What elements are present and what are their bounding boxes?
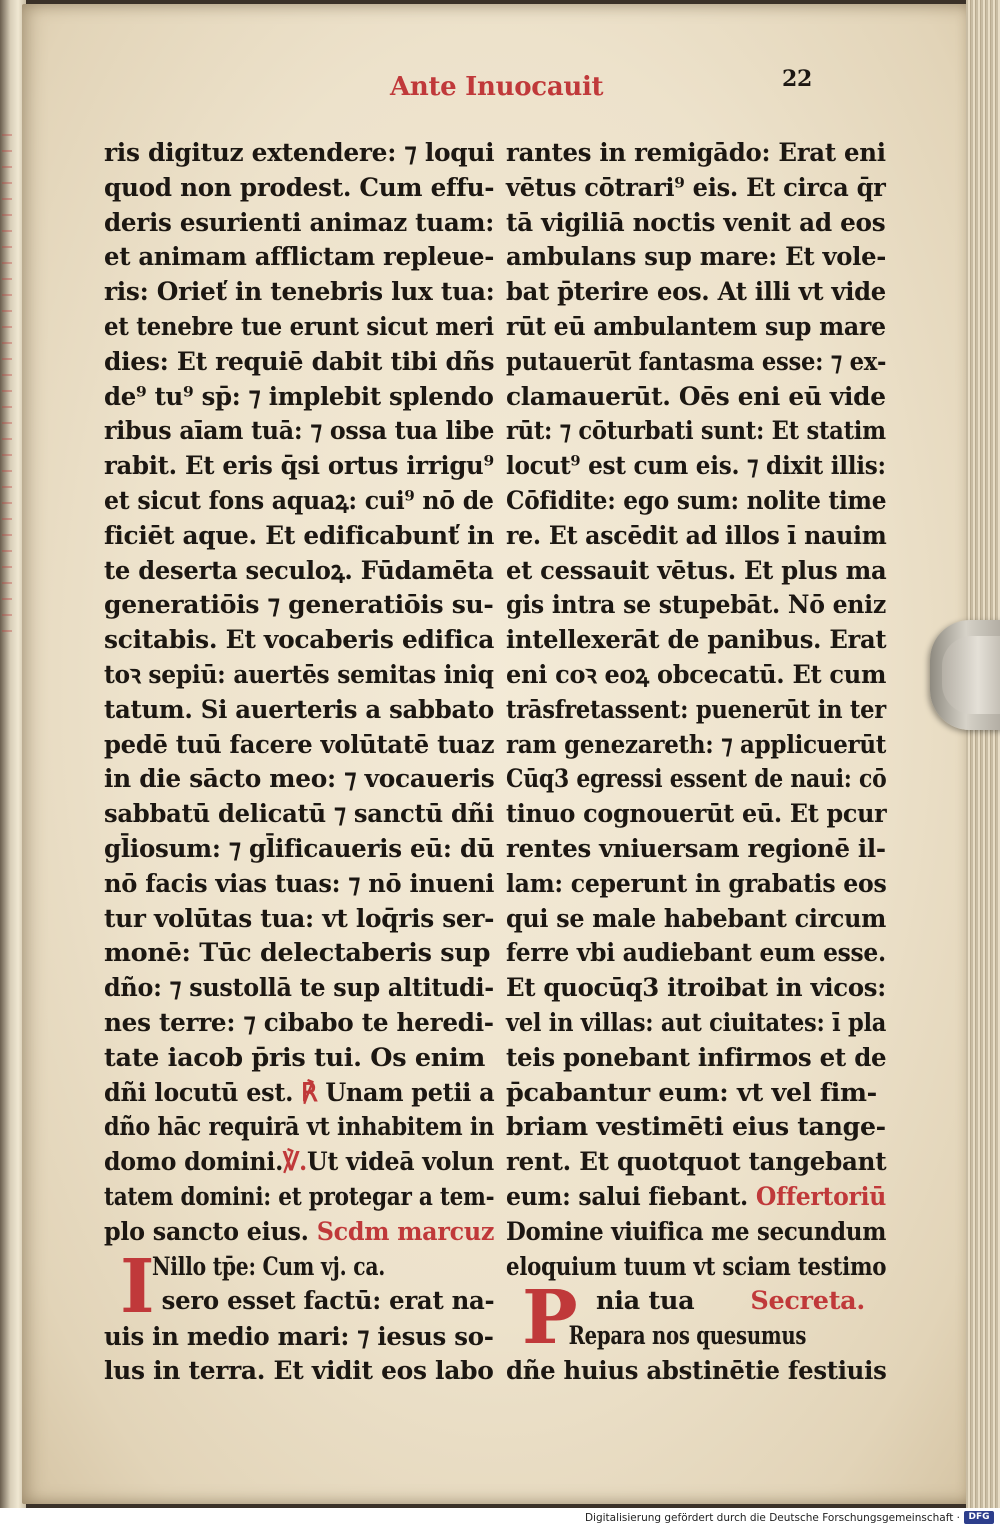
text-line: trāsfretassent: puenerūt in ter <box>506 694 886 725</box>
text-line: monē: Tūc delectaberis sup <box>104 938 491 969</box>
text-line: ris: Orieť in tenebris lux tua: <box>104 277 495 308</box>
verse-text: Ut videā volun <box>306 1147 494 1178</box>
left-column <box>104 136 494 1389</box>
text-line: et animam afflictam repleue‑ <box>104 242 495 273</box>
text-line: clamauerūt. Oēs eni eū vide <box>506 381 886 412</box>
text-fragment: eum: salui fiebant. <box>506 1181 748 1212</box>
text-line <box>104 1215 495 1250</box>
gospel-initial: I <box>120 1243 155 1330</box>
text-fragment: domo domini. <box>104 1147 284 1178</box>
offertory-rubric: Offertoriū <box>755 1181 887 1212</box>
text-line: tate iacob p̄ris tui. Os enim <box>104 1042 486 1073</box>
running-head: Ante Inuocauit <box>390 72 604 102</box>
text-line: tatem domini: et protegar a tem‑ <box>104 1181 495 1212</box>
text-line: locut⁹ est cum eis. ⁊ dixit illis: <box>506 451 886 482</box>
text-line: rūt: ⁊ cōturbati sunt: Et statim <box>506 416 886 447</box>
text-line: ram genezareth: ⁊ applicuerūt <box>506 729 887 760</box>
text-line: sabbatū delicatū ⁊ sanctū dñi <box>104 799 494 830</box>
text-line: et tenebre tue erunt sicut meri <box>104 311 494 342</box>
text-line: nō facis vias tuas: ⁊ nō inueni <box>104 868 495 899</box>
text-line: eni coꝛ eoꝝ obcecatū. Et cum <box>506 659 887 690</box>
text-line: deris esurienti animaz tuam: <box>104 207 495 238</box>
text-line: intellexerāt de panibus. Erat <box>506 625 887 656</box>
text-line: quod non prodest. Cum effu‑ <box>104 172 495 203</box>
text-line: tatum. Si auerteris a sabbato <box>104 694 495 725</box>
dfg-logo: DFG <box>964 1511 994 1524</box>
text-line: putauerūt fantasma esse: ⁊ ex‑ <box>506 346 887 377</box>
text-line: Nillo tp̄e: Cum vj. ca. <box>151 1251 386 1282</box>
secreta-rubric: Secreta. <box>750 1286 865 1317</box>
text-line: Domine viuifica me secundum <box>506 1216 887 1247</box>
text-line: et sicut fons aquaꝝ: cui⁹ nō de <box>104 485 494 516</box>
text-line: toꝛ sepiū: auertēs semitas iniq <box>104 659 494 690</box>
text-line: generatiōis ⁊ generatiōis su‑ <box>104 590 494 621</box>
text-line: rūt eū ambulantem sup mare <box>506 311 886 342</box>
footer-credit: Digitalisierung gefördert durch die Deutsche Forschungsgemeinschaft · <box>584 1512 960 1524</box>
text-line: Cūq3 egressi essent de naui: cō <box>506 764 887 795</box>
text-line: uis in medio mari: ⁊ iesus so‑ <box>104 1321 494 1352</box>
text-line: pedē tuū facere volūtatē tuaz <box>104 729 495 760</box>
responsory-mark: ℟ <box>301 1077 318 1108</box>
text-line: rent. Et quotquot tangebant <box>506 1147 887 1178</box>
secreta-block <box>506 1275 887 1388</box>
text-line: ficiēt aque. Et edificabunť in <box>104 520 495 551</box>
text-line: gl̄iosum: ⁊ gl̄ificaueris eū: dū <box>104 833 495 864</box>
text-fragment: plo sancto eius. <box>104 1216 309 1247</box>
text-line: dño: ⁊ sustollā te sup altitudi‑ <box>104 973 494 1004</box>
text-line: Repara nos quesumus <box>568 1321 807 1352</box>
text-line: dñe huius abstinētie festiuis <box>506 1355 887 1386</box>
secreta-initial: P <box>522 1275 578 1362</box>
text-line: sero esset factū: erat na‑ <box>161 1286 495 1317</box>
text-line: vētus cōtrari⁹ eis. Et circa q̄r <box>506 172 886 203</box>
text-line: teis ponebant infirmos et de <box>506 1042 887 1073</box>
text-line: Et quocūq3 itroibat in vicos: <box>506 973 886 1004</box>
text-line: nes terre: ⁊ cibabo te heredi‑ <box>104 1007 494 1038</box>
gospel-block <box>104 1243 495 1390</box>
text-line: in die sācto meo: ⁊ vocaueris <box>104 764 495 795</box>
text-line: ferre vbi audiebant eum esse. <box>506 938 886 969</box>
text-line: de⁹ tu⁹ sp̄: ⁊ implebit splendo <box>104 381 494 412</box>
folio-number: 22 <box>782 66 813 92</box>
text-line: lam: ceperunt in grabatis eos <box>506 868 887 899</box>
text-line: bat p̄terire eos. At illi vt vide <box>506 277 886 308</box>
text-line: tā vigiliā noctis venit ad eos <box>506 207 886 238</box>
text-line: scitabis. Et vocaberis edifica <box>104 625 495 656</box>
text-line: gis intra se stupebāt. Nō eniz <box>506 590 886 621</box>
red-page-edge <box>2 120 12 640</box>
text-line: eloquium tuum vt sciam testimo <box>506 1251 887 1282</box>
text-line: lus in terra. Et vidit eos labo <box>104 1356 494 1387</box>
clasp-inner <box>942 636 1000 714</box>
text-line: tur volūtas tua: vt loq̄ris ser‑ <box>104 903 495 934</box>
text-line: ribus aīam tuā: ⁊ ossa tua libe <box>104 416 495 447</box>
text-fragment: nia tua <box>596 1286 695 1317</box>
text-line <box>104 1145 494 1180</box>
text-line: vel in villas: aut ciuitates: ī pla <box>506 1007 887 1038</box>
text-line: tinuo cognouerūt eū. Et pcur <box>506 799 887 830</box>
verse-mark: ℣. <box>283 1147 307 1178</box>
text-line: ambulans sup mare: Et vole‑ <box>506 242 887 273</box>
text-line: qui se male habebant circum <box>506 903 887 934</box>
text-line: rantes in remigādo: Erat eni <box>506 138 886 168</box>
gospel-rubric: Scdm marcuz <box>316 1216 495 1247</box>
text-line: rentes vniuersam regionē il‑ <box>506 833 886 864</box>
text-line: dies: Et requiē dabit tibi dñs <box>104 346 495 377</box>
right-column <box>506 136 886 1389</box>
text-line: briam vestimēti eius tange‑ <box>506 1112 886 1143</box>
text-line: te deserta seculoꝝ. Fūdamēta <box>104 555 494 586</box>
text-line: dño hāc requirā vt inhabitem in <box>104 1112 495 1143</box>
text-line: et cessauit vētus. Et plus ma <box>506 555 887 586</box>
text-line: ris digituz extendere: ⁊ loqui <box>104 138 495 168</box>
text-line: re. Et ascēdit ad illos ī nauim <box>506 520 887 551</box>
page-stack-edges <box>966 0 1000 1508</box>
responsory-text: Unam petii a <box>325 1077 495 1108</box>
text-line <box>104 1076 495 1111</box>
text-line: rabit. Et eris q̄si ortus irrigu⁹ <box>104 451 494 482</box>
text-fragment: dñi locutū est. <box>104 1077 294 1108</box>
text-line <box>506 1180 887 1215</box>
text-line: p̄cabantur eum: vt vel fim‑ <box>506 1077 877 1108</box>
text-line: Cōfidite: ego sum: nolite time <box>506 485 887 516</box>
